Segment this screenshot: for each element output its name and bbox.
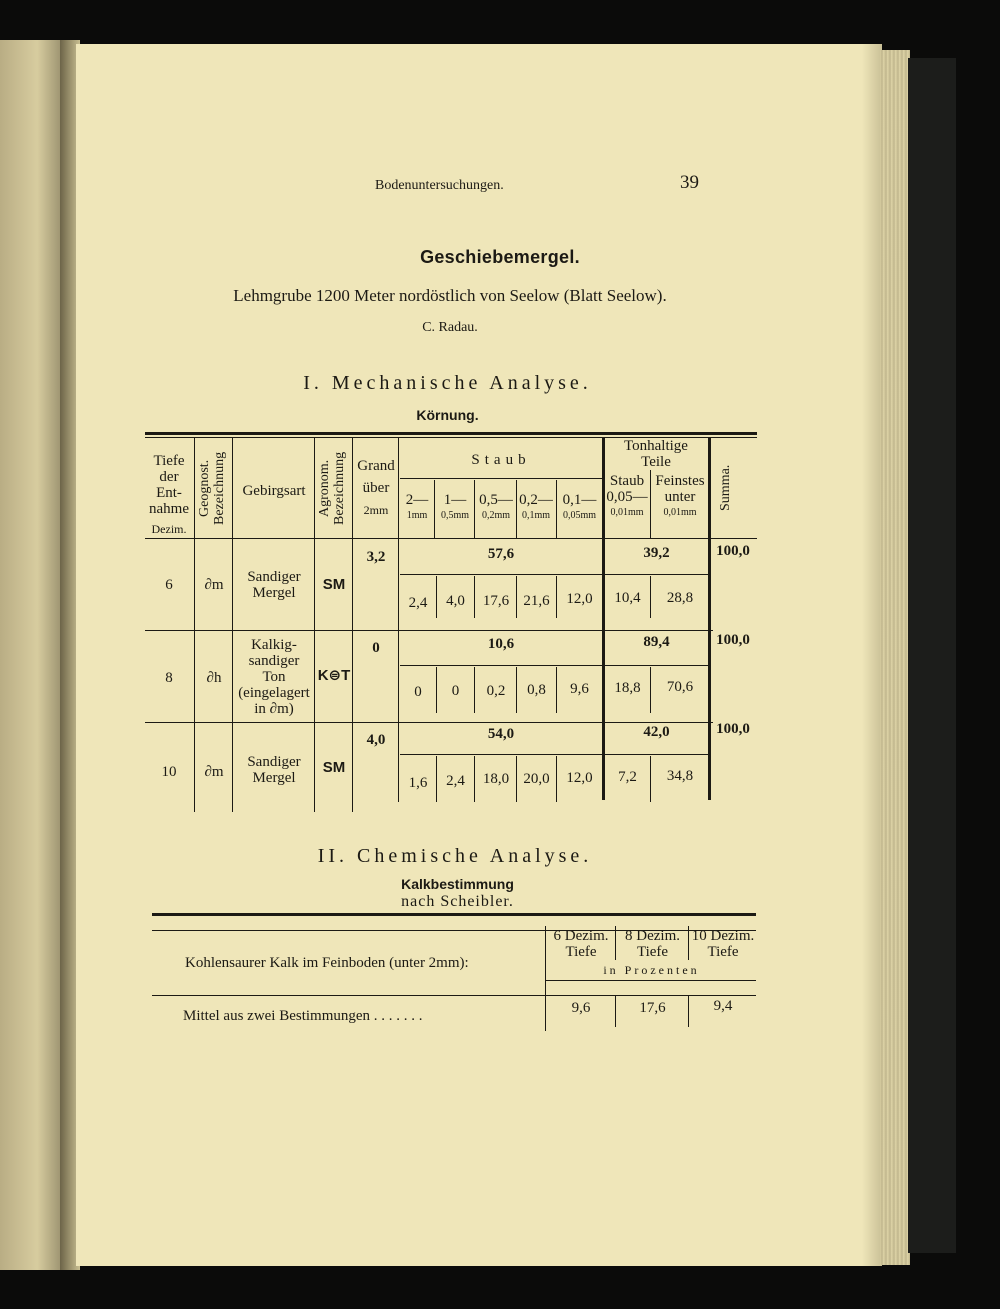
cell-tiefe: 8 [165, 670, 173, 686]
header-tonhaltige: Tonhaltige Teile [624, 438, 688, 470]
row-label-mittel: Mittel aus zwei Bestimmungen . . . . . . . [183, 1008, 423, 1024]
row3-sep-ton [650, 756, 651, 802]
row2-sep-ton [650, 667, 651, 713]
section-heading-mechanical: I. Mechanische Analyse. [303, 372, 592, 394]
header-staub-col-3: 0,5— 0,2mm [479, 492, 513, 521]
row1-split-rule [400, 574, 710, 575]
cell-staub-value: 0,8 [527, 682, 546, 698]
page-title: Geschiebemergel. [420, 247, 580, 267]
cell-ton-total: 42,0 [643, 724, 670, 740]
page-number: 39 [680, 172, 699, 193]
header-staub: Staub [471, 452, 531, 468]
row2-sep-2 [474, 667, 475, 713]
cell-staub-value: 0,2 [486, 683, 506, 699]
cell-ton-value: 10,4 [614, 590, 641, 606]
table2-col-rule-2b [615, 995, 616, 1027]
header-tiefe: Tiefe der Ent- nahme Dezim. [149, 453, 189, 536]
header-grand: Grand über 2mm [357, 458, 395, 517]
cell-grand: 4,0 [366, 732, 386, 748]
cell-geognost: ∂m [204, 577, 224, 593]
cell-staub-total: 57,6 [487, 546, 515, 562]
table2-rule-top [152, 913, 756, 916]
row2-split-rule [400, 665, 710, 666]
col-rule-geognost [194, 437, 195, 812]
cell-tiefe: 6 [165, 577, 173, 593]
col-rule-summa [708, 437, 711, 800]
header-agronom: Agronom. Bezeichnung [317, 451, 347, 525]
section-heading-chemical: II. Chemische Analyse. [317, 845, 593, 867]
value-6-dezim: 9,6 [571, 1000, 591, 1016]
cell-staub-total: 54,0 [487, 726, 515, 742]
value-10-dezim: 9,4 [713, 998, 733, 1014]
subtitle: Lehmgrube 1200 Meter nordöstlich von Seelow (Blatt Seelow). [233, 286, 667, 305]
cell-staub-value: 2,4 [446, 773, 465, 789]
table2-col-rule-3b [688, 995, 689, 1027]
table-rule-top [145, 432, 757, 435]
cell-staub-value: 9,6 [570, 681, 589, 697]
header-ton-staub: Staub 0,05— 0,01mm [606, 473, 648, 518]
cell-agronom: SM [322, 759, 346, 776]
cell-gebirgsart: Sandiger Mergel [247, 754, 301, 786]
subheading-koernung: Körnung. [416, 407, 479, 423]
cell-staub-value: 12,0 [566, 591, 593, 607]
cell-agronom: K⊜T [317, 667, 351, 684]
row1-sep-2 [474, 576, 475, 618]
cell-staub-value: 1,6 [408, 775, 428, 791]
header-staub-col-2: 1— 0,5mm [440, 492, 470, 521]
cell-ton-value: 28,8 [666, 590, 694, 606]
header-staub-col-1: 2— 1mm [405, 492, 429, 521]
subheading-kalkbestimmung: Kalkbestimmung [401, 876, 514, 892]
cell-geognost: ∂m [204, 764, 224, 780]
header-staub-col-5: 0,1— 0,05mm [562, 492, 597, 521]
cell-staub-value: 2,4 [408, 595, 428, 611]
value-8-dezim: 17,6 [639, 1000, 666, 1016]
running-head: Bodenuntersuchungen. [375, 178, 504, 193]
method-note: nach Scheibler. [401, 893, 514, 910]
column-header-8-dezim: 8 Dezim. Tiefe [625, 928, 680, 960]
header-bottom-rule [145, 538, 757, 539]
cell-staub-value: 20,0 [523, 771, 550, 787]
cell-summa: 100,0 [716, 721, 750, 737]
cell-agronom: SM [322, 576, 346, 593]
cell-staub-value: 0 [414, 684, 422, 700]
row3-split-rule [400, 754, 710, 755]
cell-grand: 0 [372, 640, 380, 656]
header-geognost: Geognost. Bezeichnung [197, 451, 227, 525]
table2-col-rule-3 [688, 926, 689, 960]
col-rule-gebirgsart [232, 437, 233, 812]
table2-col-rule-2 [615, 926, 616, 960]
cell-staub-value: 4,0 [446, 593, 465, 609]
left-page-edge [0, 40, 62, 1270]
row1-bottom-rule [145, 630, 713, 631]
col-rule-staub-1 [434, 480, 435, 538]
column-header-6-dezim: 6 Dezim. Tiefe [553, 928, 609, 960]
col-rule-grand [352, 437, 353, 812]
row3-sep-2 [474, 756, 475, 802]
cell-staub-value: 18,0 [482, 771, 510, 787]
row-label-kohlensaurer-kalk: Kohlensaurer Kalk im Feinboden (unter 2mm): [185, 955, 469, 971]
cell-ton-value: 34,8 [666, 768, 694, 784]
page-stack-edge [880, 50, 910, 1265]
col-rule-agronom [314, 437, 315, 812]
staub-subheader-rule [400, 478, 602, 479]
cell-ton-value: 7,2 [618, 769, 637, 785]
table2-col-rule-1 [545, 926, 546, 1031]
unit-in-prozenten: in Prozenten [603, 963, 700, 977]
col-rule-staub-2 [474, 480, 475, 538]
cell-gebirgsart: Sandiger Mergel [247, 569, 301, 601]
cell-summa: 100,0 [716, 632, 750, 648]
row2-bottom-rule [145, 722, 713, 723]
cell-staub-total: 10,6 [487, 636, 515, 652]
cell-staub-value: 21,6 [523, 593, 550, 609]
cell-gebirgsart: Kalkig- sandiger Ton (eingelagert in ∂m) [238, 637, 310, 717]
book-cover [908, 58, 956, 1253]
header-staub-col-4: 0,2— 0,1mm [519, 492, 553, 521]
cell-ton-total: 39,2 [643, 545, 670, 561]
cell-ton-total: 89,4 [643, 634, 670, 650]
cell-ton-value: 70,6 [666, 679, 694, 695]
cell-tiefe: 10 [161, 764, 177, 780]
cell-ton-value: 18,8 [614, 680, 641, 696]
cell-geognost: ∂h [206, 670, 222, 686]
cell-staub-value: 12,0 [566, 770, 593, 786]
header-summa: Summa. [718, 464, 733, 512]
col-rule-ton-split [650, 470, 651, 538]
page-edge-shadow [862, 44, 882, 1266]
col-rule-staub [398, 437, 399, 802]
cell-staub-value: 0 [451, 683, 460, 699]
row1-sep-ton [650, 576, 651, 618]
column-header-10-dezim: 10 Dezim. Tiefe [691, 928, 755, 960]
table2-rule-unit [545, 980, 756, 981]
table2-rule-mid [152, 995, 756, 996]
cell-staub-value: 17,6 [482, 593, 510, 609]
author: C. Radau. [422, 320, 478, 335]
cell-grand: 3,2 [366, 549, 386, 565]
header-gebirgsart: Gebirgsart [242, 483, 306, 499]
cell-summa: 100,0 [716, 543, 750, 559]
header-ton-feinstes: Feinstes unter 0,01mm [655, 473, 705, 518]
book-page [76, 44, 882, 1266]
